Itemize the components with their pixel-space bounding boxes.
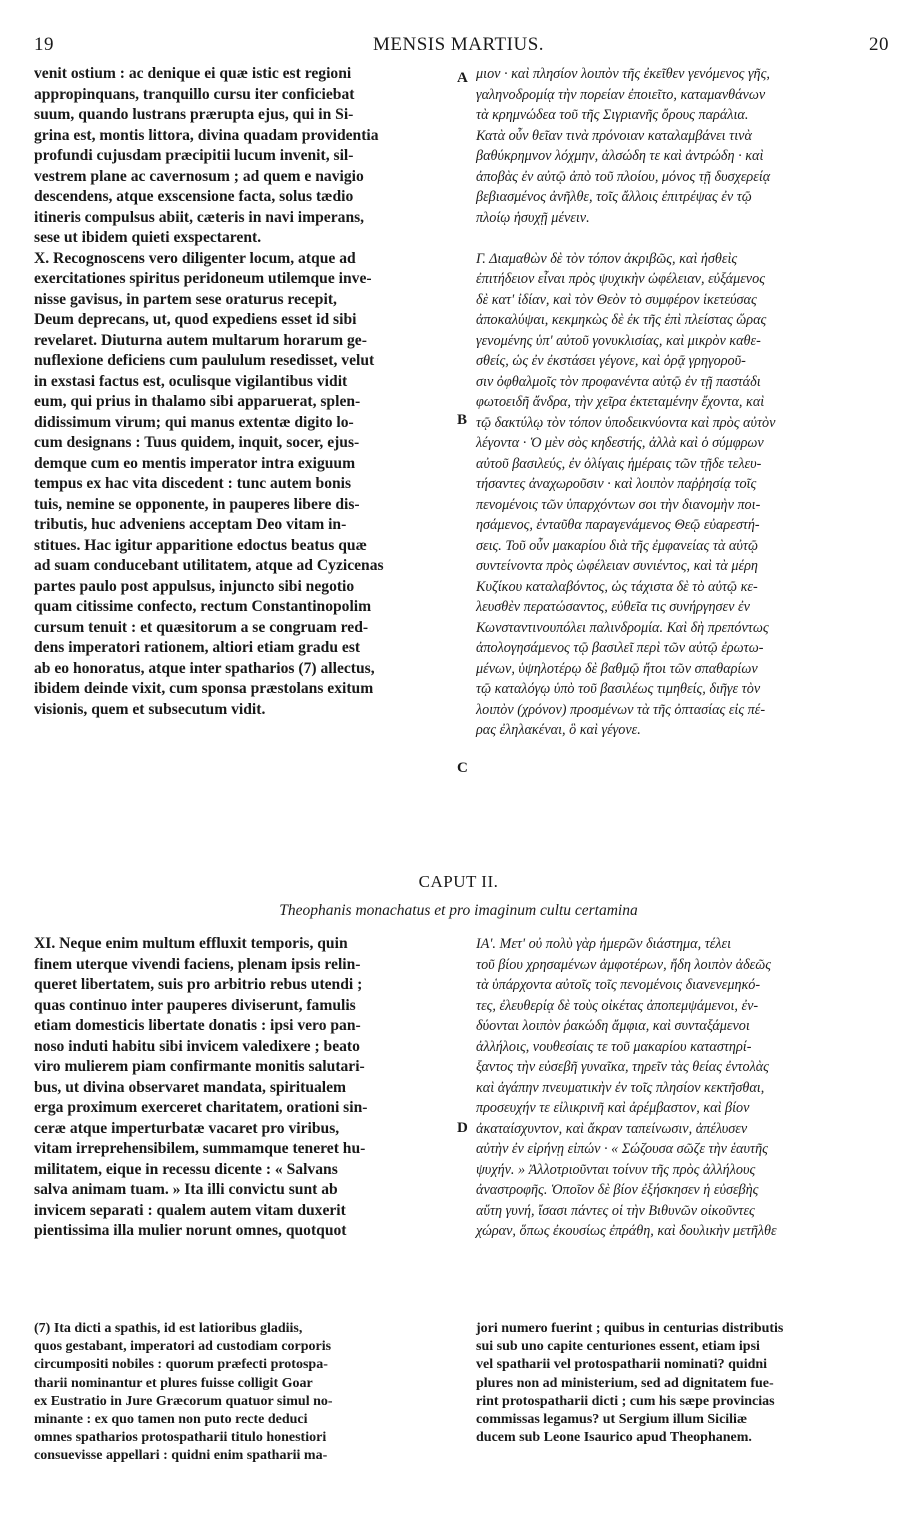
greek-text-line: ρας ἐληλακέναι, ὃ καὶ γέγονε. bbox=[476, 722, 641, 738]
greek-text-line: ἐπιτήδειον εἶναι πρὸς ψυχικὴν ὠφέλειαν, εὐξάμενος bbox=[476, 271, 765, 287]
greek-text-line: αὐτὴν ἐν εἰρήνῃ εἰπών · « Σώζουσα σῶζε τὴν ἑαυτῆς bbox=[476, 1141, 768, 1157]
latin-text-line: salva animam tuam. » Ita illi convictu sunt ab bbox=[34, 1181, 338, 1198]
latin-text-line: sese ut ibidem quieti exspectarent. bbox=[34, 229, 262, 246]
greek-text-line: Γ. Διαμαθὼν δὲ τὸν τόπον ἀκριβῶς, καὶ ἡσθεὶς bbox=[476, 250, 738, 267]
latin-text-line: etiam domesticis libertate donatis : ipsi vero pan- bbox=[34, 1017, 361, 1034]
latin-text-line: tuis, nemine se opponente, in pauperes libere dis- bbox=[34, 495, 360, 513]
greek-text-line: λέγοντα · Ὁ μὲν σὸς κηδεστής, ἀλλὰ καὶ ὁ σύμφρων bbox=[476, 435, 764, 451]
latin-text-line: tributis, huc adveniens acceptam Deo vitam in- bbox=[34, 516, 347, 533]
margin-letter-d: D bbox=[457, 1120, 468, 1136]
greek-text-line: δύονται λοιπὸν ῥακώδη ἄμφια, καὶ συνταξάμενοι bbox=[476, 1018, 750, 1034]
footnote-right-column bbox=[476, 1320, 894, 1447]
footnote-line: vel spatharii vel protospatharii nominati? quidni bbox=[476, 1357, 768, 1373]
greek-text-line: τήσαντες ἀναχωροῦσιν · καὶ λοιπὸν παῤῥησίᾳ τοῖς bbox=[476, 476, 757, 492]
latin-text-line: Deum deprecans, ut, quod expediens esset id sibi bbox=[34, 311, 357, 328]
footnote-line: rint protospatharii dicti ; cum his sæpe provincias bbox=[476, 1393, 775, 1409]
latin-text-line: ab eo honoratus, atque inter spatharios (7) allectus, bbox=[34, 659, 375, 677]
greek-text-line: βεβιασμένος ἀνῆλθε, τοῖς ἄλλοις ἐπιτρέψας ἐν τῷ bbox=[476, 189, 752, 205]
footnote-left-column bbox=[34, 1320, 452, 1466]
greek-text-line: αὕτη γυνή, ἴσασι πάντες οἱ τὴν Βιθυνῶν οἰκοῦντες bbox=[476, 1202, 755, 1219]
footnote-line: (7) Ita dicti a spathis, id est latioribus gladiis, bbox=[34, 1321, 303, 1336]
margin-letter-b: B bbox=[457, 412, 468, 428]
footnote-line: tharii nominantur et plures fuisse colligit Goar bbox=[34, 1375, 313, 1391]
greek-text-line: τῷ δακτύλῳ τὸν τόπον ὑποδεικνύοντα καὶ πρὸς αὐτὸν bbox=[476, 414, 776, 431]
footnote-line: ex Eustratio in Jure Græcorum quatuor simul no- bbox=[34, 1393, 333, 1409]
latin-text-line: eum, qui prius in thalamo sibi apparuerat, splen- bbox=[34, 393, 361, 410]
latin-text-line: venit ostium : ac denique ei quæ istic est regioni bbox=[34, 65, 352, 82]
greek-text-line: χώραν, ὅπως ἐκουσίως ἐπράθη, καὶ δουλικὴν μετῆλθε bbox=[476, 1223, 777, 1239]
latin-text-line: exercitationes spiritus peridoneum utilemque inve- bbox=[34, 270, 372, 287]
greek-text-line: ψυχήν. » Ἀλλοτριοῦνται τοίνυν τῆς πρὸς ἀλλήλους bbox=[476, 1161, 756, 1178]
latin-text-line: itineris compulsus abiit, cæteris in navi imperans, bbox=[34, 208, 365, 226]
footnote-line: ducem sub Leone Isaurico apud Theophanem. bbox=[476, 1430, 752, 1446]
latin-text-line: finem uterque vivendi faciens, plenam ipsis relin- bbox=[34, 955, 361, 973]
greek-text-line: ἀποκαλύψαι, κεκμηκὼς δὲ ἐκ τῆς ἐπὶ πλείστας ὥρας bbox=[476, 312, 767, 328]
latin-text-line: militatem, eique in recessu dicente : « Salvans bbox=[34, 1160, 338, 1178]
greek-text-line: Κατὰ οὖν θεῖαν τινὰ πρόνοιαν καταλαμβάνει τινὰ bbox=[476, 127, 752, 144]
footnote-line: jori numero fuerint ; quibus in centurias distributis bbox=[476, 1321, 784, 1336]
footnote-line: plures non ad ministerium, sed ad dignitatem fue- bbox=[476, 1375, 774, 1391]
greek-text-line: ησάμενος, ἐνταῦθα παραγενάμενος Θεῷ εὐαρεστή- bbox=[476, 517, 760, 533]
greek-column-section2 bbox=[476, 934, 896, 1242]
greek-text-line: σεις. Τοῦ οὖν μακαρίου διὰ τῆς ἐμφανείας τὰ αὐτῷ bbox=[476, 537, 758, 554]
chapter-title: CAPUT II. bbox=[418, 872, 499, 891]
greek-text-line: λοιπὸν (χρόνον) προσμένων τὰ τῆς ὀπτασίας εἰς πέ- bbox=[476, 701, 766, 718]
greek-text-line: φωτοειδῆ ἄνδρα, τὴν χεῖρα ἐκτεταμένην ἔχοντα, καὶ bbox=[476, 394, 765, 410]
latin-text-line: nuflexione deficiens cum paululum resedisset, velut bbox=[34, 352, 375, 369]
footnote-line: commissas legamus? ut Sergium illum Siciliæ bbox=[476, 1411, 748, 1427]
greek-text-line: πενομένοις τῶν ὑπαρχόντων σοι τὴν διανομὴν ποι- bbox=[476, 496, 761, 513]
greek-text-line: Κωνσταντινουπόλει παλινδρομία. Καὶ δὴ πρεπόντως bbox=[476, 619, 769, 636]
latin-text-line: revelaret. Diuturna autem multarum horarum ge- bbox=[34, 331, 367, 349]
greek-text-line: γαληνοδρομίᾳ τὴν πορείαν ἐποιεῖτο, καταμανθάνων bbox=[476, 86, 766, 103]
greek-text-line: ΙΑ'. Μετ' οὐ πολὺ γὰρ ἡμερῶν διάστημα, τέλει bbox=[476, 936, 732, 952]
latin-text-line: nisse gavisus, in partem sese oraturus recepit, bbox=[34, 290, 337, 308]
greek-text-line: δὲ κατ' ἰδίαν, καὶ τὸν Θεὸν τὸ συμφέρον ἱκετεύσας bbox=[476, 291, 757, 308]
greek-text-line: ἀπολογησάμενος τῷ βασιλεῖ περὶ τῶν αὐτῷ ἐρωτω- bbox=[476, 640, 764, 656]
latin-text-line: suum, quando lustrans prærupta ejus, qui in Si- bbox=[34, 106, 354, 123]
greek-text-line: βαθύκρημνον λόχμην, ἀλσώδη τε καὶ ἀντρώδη · καὶ bbox=[476, 148, 764, 164]
footnote-line: sui sub uno capite centuriones essent, etiam ipsi bbox=[476, 1339, 760, 1355]
greek-text-line: Κυζίκου καταλαβόντος, ὡς τάχιστα δὲ τὸ αὐτῷ κε- bbox=[476, 578, 758, 595]
footnote-line: circumpositi nobiles : quorum præfecti protospa- bbox=[34, 1357, 328, 1373]
greek-text-line: σθείς, ὡς ἐν ἐκστάσει γέγονε, καὶ ὁρᾷ γρηγοροῦ- bbox=[476, 353, 746, 369]
latin-text-line: X. Recognoscens vero diligenter locum, atque ad bbox=[34, 249, 356, 267]
latin-column-section1 bbox=[34, 64, 454, 720]
latin-text-line: ad suam conducebant utilitatem, atque ad Cyzicenas bbox=[34, 557, 384, 574]
greek-text-line: τὰ ὑπάρχοντα αὐτοῖς τοῖς πενομένοις διανενεμηκό- bbox=[476, 977, 761, 993]
greek-text-line: ἀποβὰς ἐν αὐτῷ ἀπὸ τοῦ πλοίου, μόνος τῇ δυσχερείᾳ bbox=[476, 168, 771, 185]
latin-text-line: viro mulierem piam confirmante monitis salutari- bbox=[34, 1058, 365, 1075]
greek-text-line: μένων, ὑψηλοτέρῳ δὲ βαθμῷ ἤτοι τῶν σπαθαρίων bbox=[476, 660, 758, 677]
latin-text-line: XI. Neque enim multum effluxit temporis, quin bbox=[34, 935, 348, 952]
greek-text-line bbox=[476, 228, 896, 249]
latin-text-line: vestrem plane ac cavernosum ; ad quem e navigio bbox=[34, 167, 364, 185]
greek-column-section1 bbox=[476, 64, 896, 741]
page-number-left: 19 bbox=[34, 34, 54, 55]
latin-text-line: visionis, quem et subsecutum vidit. bbox=[34, 700, 266, 718]
latin-text-line: ceræ atque imperturbatæ vacaret pro viribus, bbox=[34, 1119, 340, 1137]
footnote-line: minante : ex quo tamen non puto recte deduci bbox=[34, 1411, 308, 1427]
latin-text-line: quam citissime confecto, rectum Constantinopolim bbox=[34, 598, 372, 615]
latin-text-line: grina est, montis littora, divina quadam providentia bbox=[34, 126, 379, 144]
greek-text-line: καὶ ἀγάπην πνευματικὴν ἐν τοῖς πλησίον κεκτῆσθαι, bbox=[476, 1079, 765, 1096]
margin-letter-c: C bbox=[457, 760, 468, 776]
greek-text-line: τοῦ βίου χρησαμένων ἀμφοτέρων, ἤδη λοιπὸν ἀδεῶς bbox=[476, 956, 772, 973]
page-number-right: 20 bbox=[869, 34, 889, 55]
latin-text-line: erga proximum exerceret charitatem, orationi sin- bbox=[34, 1099, 368, 1116]
greek-text-line: ἀναστροφῆς. Ὁποῖον δὲ βίον ἐξήσκησεν ἡ εὐσεβὴς bbox=[476, 1182, 759, 1198]
running-title: MENSIS MARTIUS. bbox=[372, 34, 545, 55]
chapter-subtitle: Theophanis monachatus et pro imaginum cultu certamina bbox=[279, 902, 638, 919]
latin-text-line: pientissima illa mulier norunt omnes, quotquot bbox=[34, 1222, 347, 1239]
latin-text-line: bus, ut divina observaret mandata, spiritualem bbox=[34, 1078, 347, 1096]
latin-text-line: descendens, atque exscensione facta, solus tædio bbox=[34, 188, 354, 205]
latin-text-line: cum designans : Tuus quidem, inquit, socer, ejus- bbox=[34, 434, 360, 451]
latin-text-line: tempus ex hac vita discedent : tunc autem bonis bbox=[34, 475, 352, 492]
latin-text-line: quas continuo inter pauperes diviserunt, famulis bbox=[34, 996, 356, 1014]
latin-text-line: cursum tenuit : et quæsitorum a se congruam red- bbox=[34, 618, 369, 636]
greek-text-line: ἀκαταίσχυντον, καὶ ἄκραν ταπείνωσιν, ἀπέλυσεν bbox=[476, 1120, 748, 1137]
latin-text-line: invicem separati : qualem autem vitam duxerit bbox=[34, 1201, 346, 1219]
greek-text-line: λευσθὲν περατώσαντος, εὐθεῖα τις συνήργησεν ἐν bbox=[476, 599, 750, 615]
greek-text-line: προσευχήν τε εἰλικρινῆ καὶ ἀρέμβαστον, καὶ βίον bbox=[476, 1100, 750, 1116]
latin-text-line: didissimum virum; qui manus extentæ digito lo- bbox=[34, 413, 354, 431]
greek-text-line: ξαντος τὴν εὐσεβῆ γυναῖκα, τηρεῖν τὰς θείας ἐντολὰς bbox=[476, 1059, 769, 1075]
latin-text-line: appropinquans, tranquillo cursu iter conficiebat bbox=[34, 85, 355, 103]
latin-text-line: queret libertatem, suis pro arbitrio rebus utendi ; bbox=[34, 976, 363, 993]
greek-text-line: τὰ κρημνώδεα τοῦ τῆς Σιγριανῆς ὄρους παράλια. bbox=[476, 107, 749, 123]
latin-text-line: partes paulo post appulsus, injuncto sibi negotio bbox=[34, 577, 355, 595]
latin-text-line: ibidem deinde vixit, cum sponsa præstolans exitum bbox=[34, 680, 374, 697]
greek-text-line: αὐτοῦ βασιλεύς, ἐν ὀλίγαις ἡμέραις τῶν τῇδε τελευ- bbox=[476, 455, 762, 472]
footnote-line: omnes spatharios protospatharii titulo honestiori bbox=[34, 1430, 327, 1446]
latin-text-line: in exstasi factus est, oculisque vigilantibus vidit bbox=[34, 372, 348, 390]
latin-text-line: profundi cujusdam præcipitii lucum invenit, sil- bbox=[34, 147, 354, 164]
margin-letter-a: A bbox=[457, 70, 468, 86]
footnote-line: consuevisse appellari : quidni enim spatharii ma- bbox=[34, 1448, 328, 1464]
greek-text-line: γενομένης ὑπ' αὐτοῦ γονυκλισίας, καὶ μικρὸν καθε- bbox=[476, 332, 761, 349]
latin-column-section2 bbox=[34, 934, 454, 1242]
footnote-line: quos gestabant, imperatori ad custodiam corporis bbox=[34, 1339, 332, 1355]
greek-text-line: συντείνοντα πρὸς ὠφέλειαν συνιέντος, καὶ τὰ μέρη bbox=[476, 558, 758, 574]
latin-text-line: dens imperatori rationem, altiori etiam gradu est bbox=[34, 639, 361, 656]
greek-text-line: πλοίῳ ἡσυχῇ μένειν. bbox=[476, 209, 590, 226]
latin-text-line: stitues. Hac igitur apparitione edoctus beatus quæ bbox=[34, 536, 367, 554]
latin-text-line: noso induti habitu sibi invicem valedixere ; beato bbox=[34, 1037, 360, 1055]
latin-text-line: demque cum eo mentis imperator intra exiguum bbox=[34, 454, 356, 472]
latin-text-line: vitam irreprehensibilem, summamque teneret hu- bbox=[34, 1140, 366, 1157]
greek-text-line: τες, ἐλευθερίᾳ δὲ τοὺς οἰκέτας ἀποπεμψάμενοι, ἐν- bbox=[476, 997, 759, 1014]
greek-text-line: τῷ καταλόγῳ ὑπὸ τοῦ βασιλέως τιμηθείς, διῆγε τὸν bbox=[476, 681, 761, 697]
greek-text-line: ἀλλήλοις, νουθεσίαις τε τοῦ μακαρίου καταστηρί- bbox=[476, 1038, 752, 1055]
greek-text-line: μιον · καὶ πλησίον λοιπὸν τῆς ἐκεῖθεν γενόμενος γῆς, bbox=[476, 66, 770, 82]
greek-text-line: σιν ὀφθαλμοῖς τὸν προφανέντα αὐτῷ ἐν τῇ παστάδι bbox=[476, 373, 761, 390]
